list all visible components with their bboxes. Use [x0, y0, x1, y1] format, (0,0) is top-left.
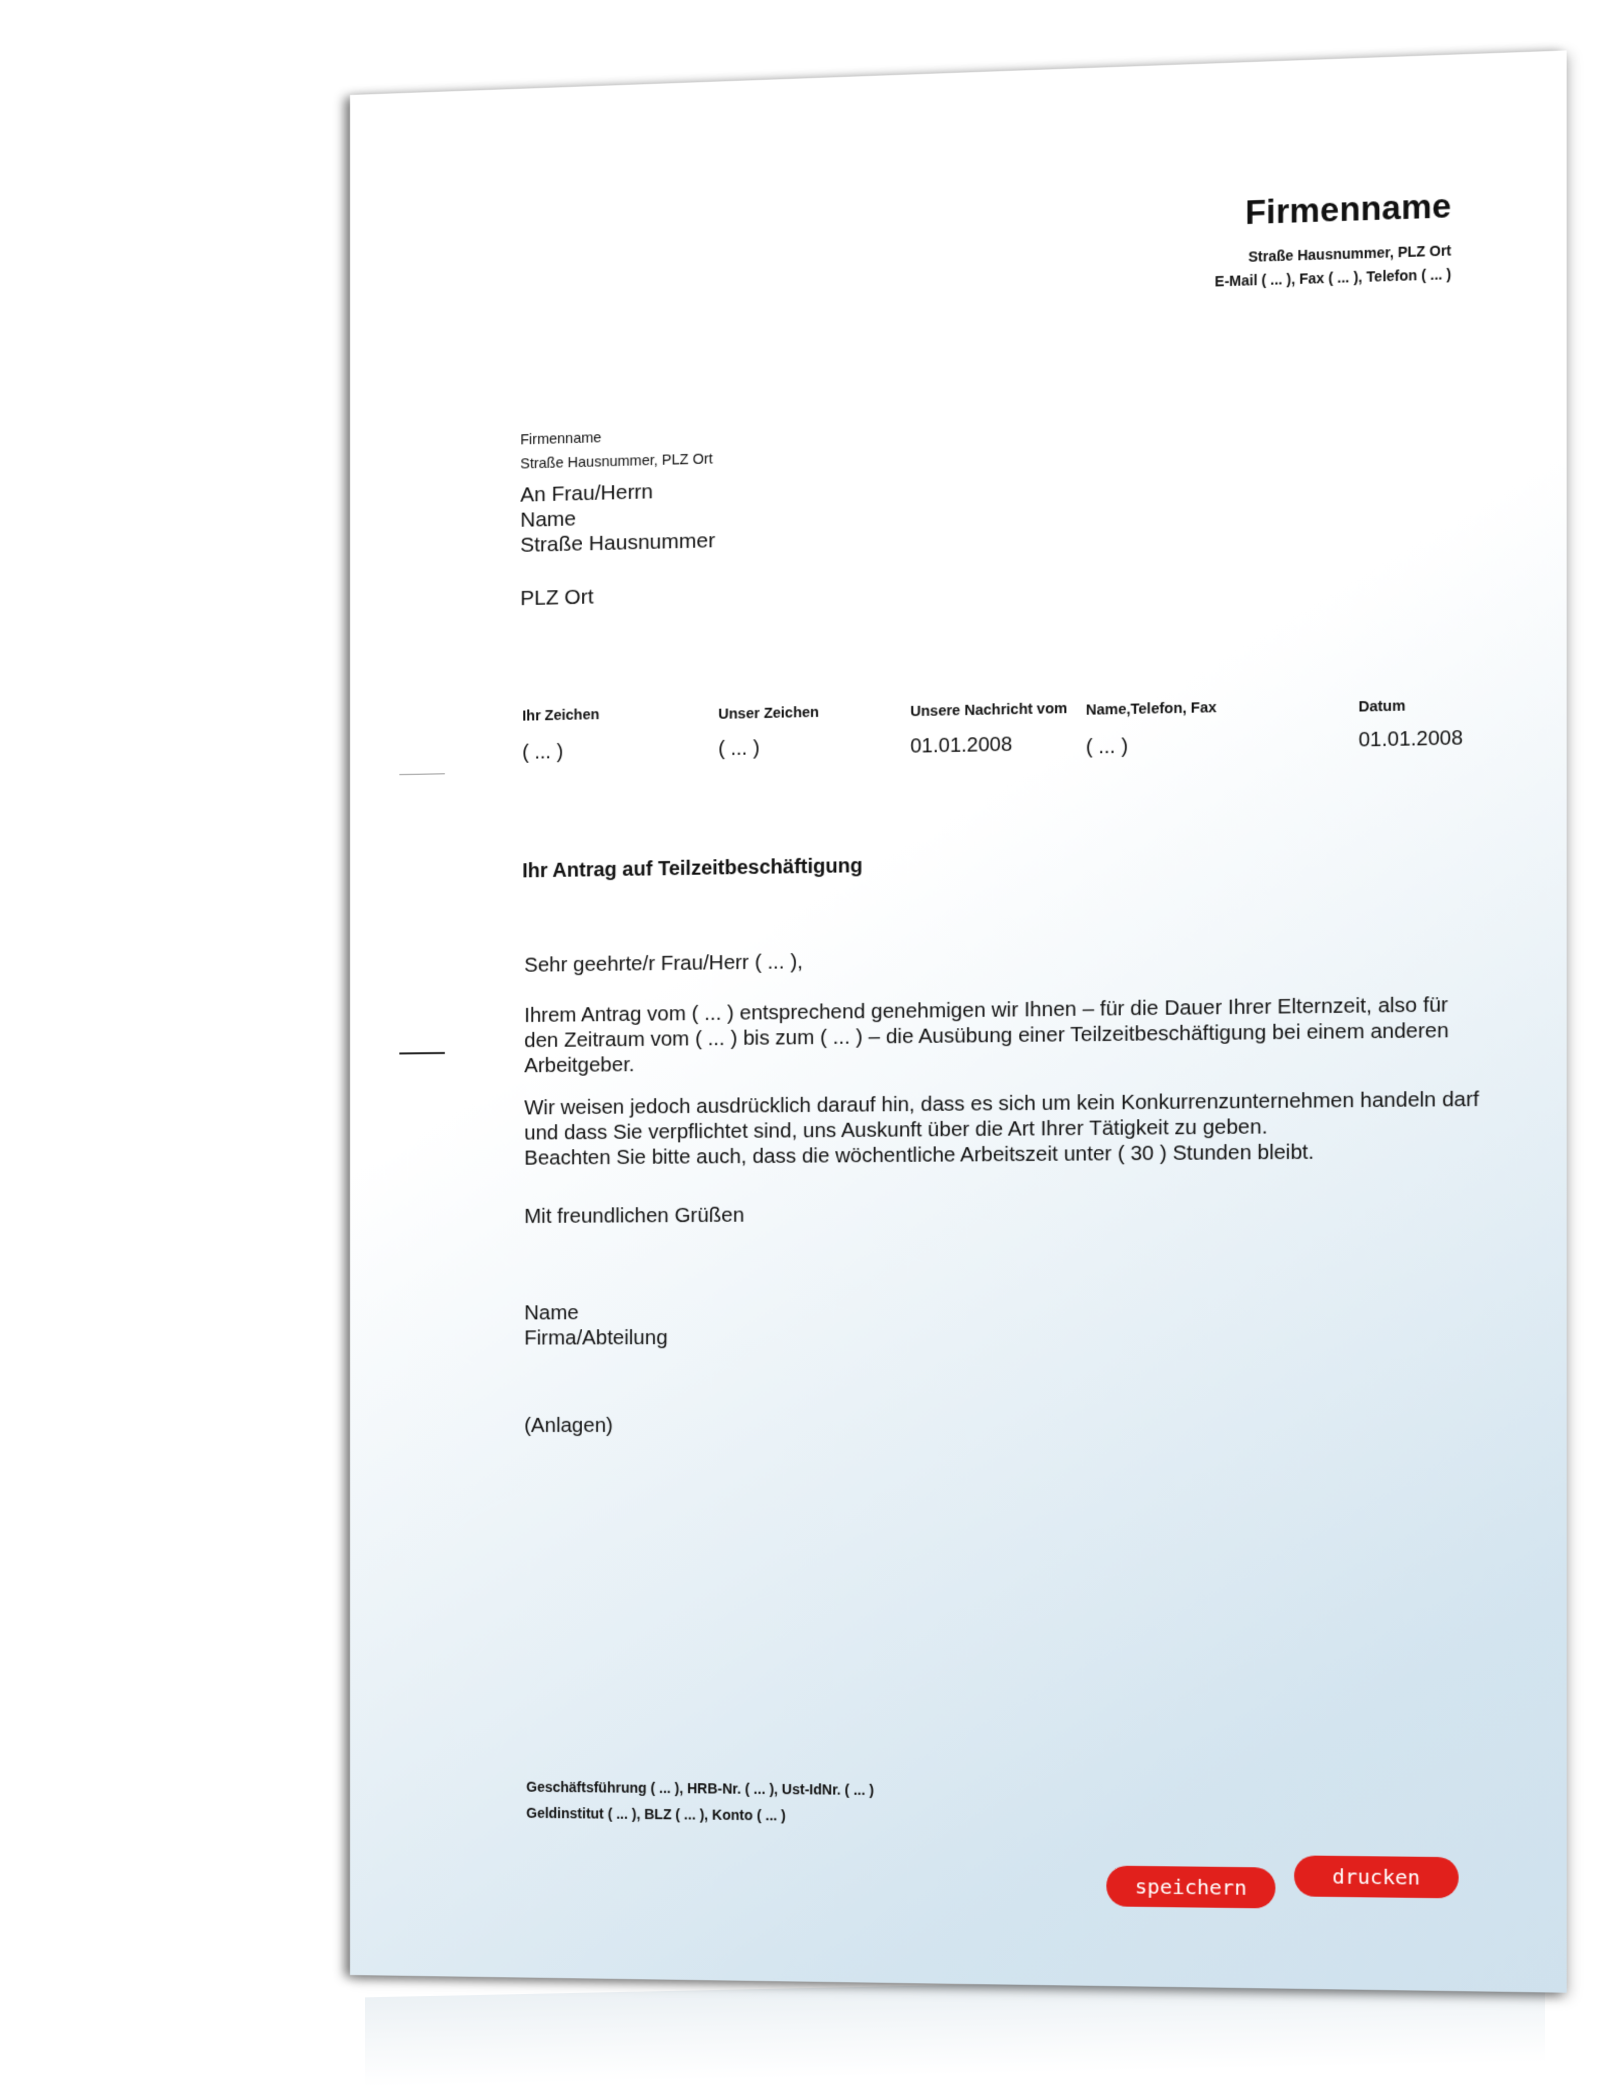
signature-department: Firma/Abteilung [524, 1326, 668, 1350]
ref-value-name-telefon-fax: ( ... ) [1085, 735, 1129, 759]
ref-value-unsere-nachricht: 01.01.2008 [910, 733, 1013, 758]
ref-label-ihr-zeichen: Ihr Zeichen [522, 707, 600, 725]
recipient-block [520, 478, 715, 558]
letterhead-contact: E-Mail ( ... ), Fax ( ... ), Telefon ( ... ) [1214, 265, 1452, 290]
fold-mark-upper [399, 773, 445, 775]
letterhead-address: Straße Hausnummer, PLZ Ort [1248, 242, 1452, 265]
ref-label-unser-zeichen: Unser Zeichen [718, 704, 820, 723]
recipient-name: Name [520, 507, 577, 532]
paragraph-1-line-3: Arbeitgeber. [524, 1053, 635, 1078]
recipient-salutation: An Frau/Herrn [520, 480, 654, 507]
paragraph-2-line-1: Wir weisen jedoch ausdrücklich darauf hin, dass es sich um kein Konkurrenzunternehmen handeln darf [524, 1087, 1480, 1120]
ref-label-unsere-nachricht: Unsere Nachricht vom [910, 700, 1068, 721]
paragraph-2-line-2: und dass Sie verpflichtet sind, uns Auskunft über die Art Ihrer Tätigkeit zu geben. [524, 1115, 1268, 1145]
letter-closing: Mit freundlichen Grüßen [524, 1203, 745, 1228]
footer-line-1: Geschäftsführung ( ... ), HRB-Nr. ( ... ), Ust-IdNr. ( ... ) [526, 1778, 874, 1799]
sender-block [520, 423, 713, 477]
letter-page [350, 50, 1567, 1992]
paragraph-1-line-2: den Zeitraum vom ( ... ) bis zum ( ... ) – die Ausübung einer Teilzeitbeschäftigung bei einem anderen [524, 1018, 1449, 1053]
signature-block [524, 1300, 667, 1351]
ref-value-unser-zeichen: ( ... ) [718, 737, 760, 761]
letter-greeting: Sehr geehrte/r Frau/Herr ( ... ), [524, 950, 803, 977]
letter-paragraph-2 [524, 1086, 1479, 1170]
letter-paragraph-1 [524, 992, 1449, 1078]
signature-name: Name [524, 1301, 579, 1325]
sender-address: Straße Hausnummer, PLZ Ort [520, 451, 713, 473]
print-button[interactable]: drucken [1294, 1855, 1459, 1898]
footer-line-2: Geldinstitut ( ... ), BLZ ( ... ), Konto ( ... ) [526, 1804, 786, 1824]
sender-name: Firmenname [520, 430, 602, 449]
save-button[interactable]: speichern [1106, 1866, 1275, 1909]
paragraph-1-line-1: Ihrem Antrag vom ( ... ) entsprechend genehmigen wir Ihnen – für die Dauer Ihrer Elternzeit, also für [524, 993, 1449, 1028]
fold-mark-middle [399, 1052, 445, 1054]
recipient-city: PLZ Ort [520, 585, 594, 611]
ref-value-datum: 01.01.2008 [1358, 727, 1463, 752]
letter-attachments: (Anlagen) [524, 1413, 613, 1437]
ref-label-datum: Datum [1358, 698, 1406, 716]
paragraph-2-line-3: Beachten Sie bitte auch, dass die wöchentliche Arbeitszeit unter ( 30 ) Stunden bleibt. [524, 1140, 1315, 1170]
ref-value-ihr-zeichen: ( ... ) [522, 740, 564, 764]
letter-subject: Ihr Antrag auf Teilzeitbeschäftigung [522, 854, 863, 883]
recipient-street: Straße Hausnummer [520, 529, 716, 557]
ref-label-name-telefon-fax: Name,Telefon, Fax [1085, 699, 1217, 719]
letterhead-company-name: Firmenname [1245, 186, 1452, 232]
